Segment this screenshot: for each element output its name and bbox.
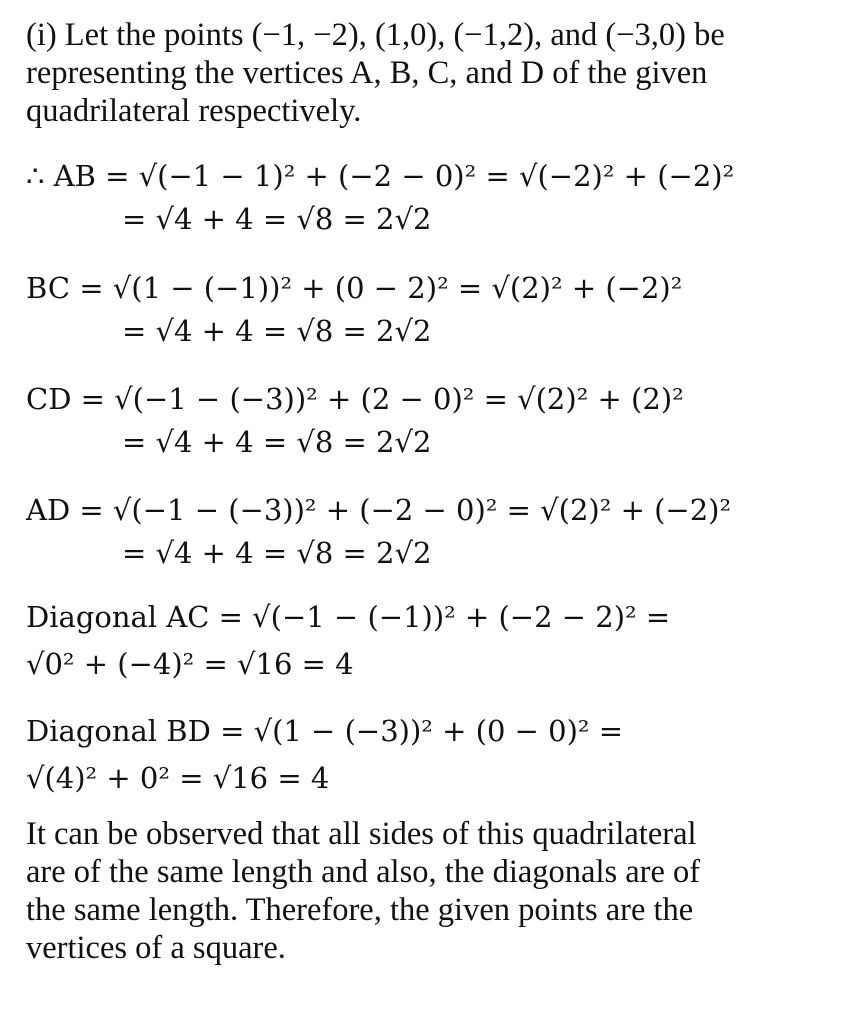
diagonal-bd-result: √(4)² + 0² = √16 = 4 [26,761,330,795]
ab-result: = √4 + 4 = √8 = 2√2 [122,202,432,236]
conclusion-line-1: It can be observed that all sides of this quadrilateral [26,816,697,852]
diagonal-bd-equation: Diagonal BD = √(1 − (−3))² + (0 − 0)² = [26,714,624,748]
cd-equation: CD = √(−1 − (−3))² + (2 − 0)² = √(2)² + (2)² [26,382,684,416]
diagonal-ac-result: √0² + (−4)² = √16 = 4 [26,647,354,681]
ab-equation: ∴ AB = √(−1 − 1)² + (−2 − 0)² = √(−2)² + (−2)² [26,159,735,193]
intro-line-3: quadrilateral respectively. [26,93,362,129]
conclusion-line-3: the same length. Therefore, the given points are the [26,892,694,928]
diagonal-ac-equation: Diagonal AC = √(−1 − (−1))² + (−2 − 2)² = [26,600,671,634]
intro-line-1: (i) Let the points (−1, −2), (1,0), (−1,2), and (−3,0) be [26,17,725,53]
intro-line-2: representing the vertices A, B, C, and D of the given [26,55,708,91]
bc-result: = √4 + 4 = √8 = 2√2 [122,314,432,348]
cd-result: = √4 + 4 = √8 = 2√2 [122,425,432,459]
conclusion-line-4: vertices of a square. [26,930,286,966]
conclusion-line-2: are of the same length and also, the diagonals are of [26,854,701,890]
bc-equation: BC = √(1 − (−1))² + (0 − 2)² = √(2)² + (−2)² [26,271,683,305]
ad-equation: AD = √(−1 − (−3))² + (−2 − 0)² = √(2)² + (−2)² [26,493,732,527]
ad-result: = √4 + 4 = √8 = 2√2 [122,536,432,570]
